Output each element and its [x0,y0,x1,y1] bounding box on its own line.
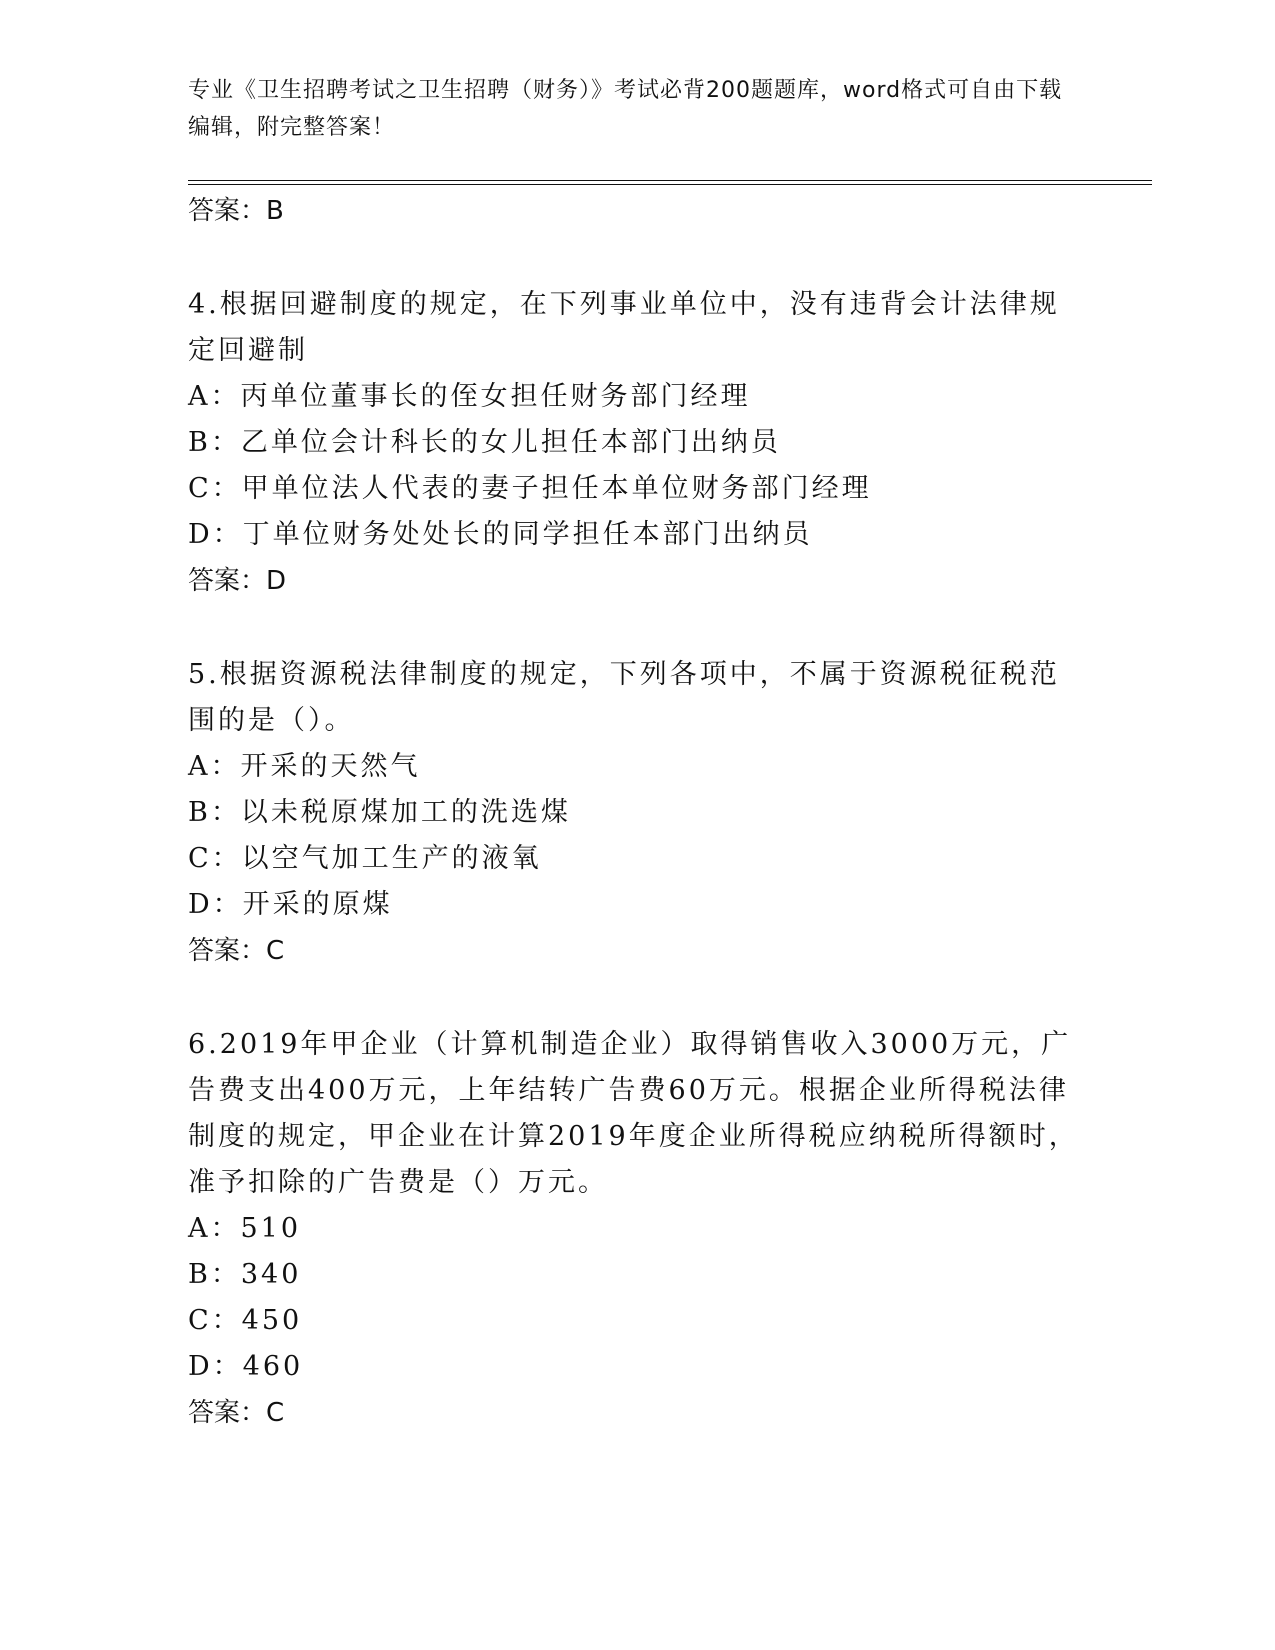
option-d: D：丁单位财务处处长的同学担任本部门出纳员 [188,519,813,550]
option-b: B：340 [188,1259,302,1290]
question-text: 6.2019年甲企业（计算机制造企业）取得销售收入3000万元，广告费支出400万元，上年结转广告费60万元。根据企业所得税法律制度的规定，甲企业在计算2019年度企业所得税应纳税所得额时，准予扣除的广告费是（）万元。 [188,1029,1079,1198]
answer-line: 答案：C [188,936,285,966]
question-text: 4.根据回避制度的规定，在下列事业单位中，没有违背会计法律规定回避制 [188,289,1060,366]
option-d: D：460 [188,1351,304,1382]
option-d: D：开采的原煤 [188,889,393,920]
question-block [188,652,1088,974]
question-text: 5.根据资源税法律制度的规定，下列各项中，不属于资源税征税范围的是（）。 [188,659,1060,736]
question-block [188,1022,1088,1436]
option-a: A：510 [188,1213,302,1244]
question-list [188,188,1088,1436]
option-c: C：甲单位法人代表的妻子担任本单位财务部门经理 [188,473,872,504]
question-block [188,282,1088,604]
option-c: C：450 [188,1305,303,1336]
option-b: B：乙单位会计科长的女儿担任本部门出纳员 [188,427,781,458]
header-divider-bottom [188,184,1152,185]
answer-line: 答案：D [188,566,287,596]
option-a: A：丙单位董事长的侄女担任财务部门经理 [188,381,751,412]
header-divider-top [188,180,1152,181]
option-b: B：以未税原煤加工的洗选煤 [188,797,571,828]
answer-line: 答案：C [188,1398,285,1428]
document-header: 专业《卫生招聘考试之卫生招聘（财务）》考试必背200题题库，word格式可自由下载编辑，附完整答案！ [188,78,1063,140]
option-c: C：以空气加工生产的液氧 [188,843,542,874]
answer-line: 答案：B [188,196,284,226]
option-a: A：开采的天然气 [188,751,421,782]
